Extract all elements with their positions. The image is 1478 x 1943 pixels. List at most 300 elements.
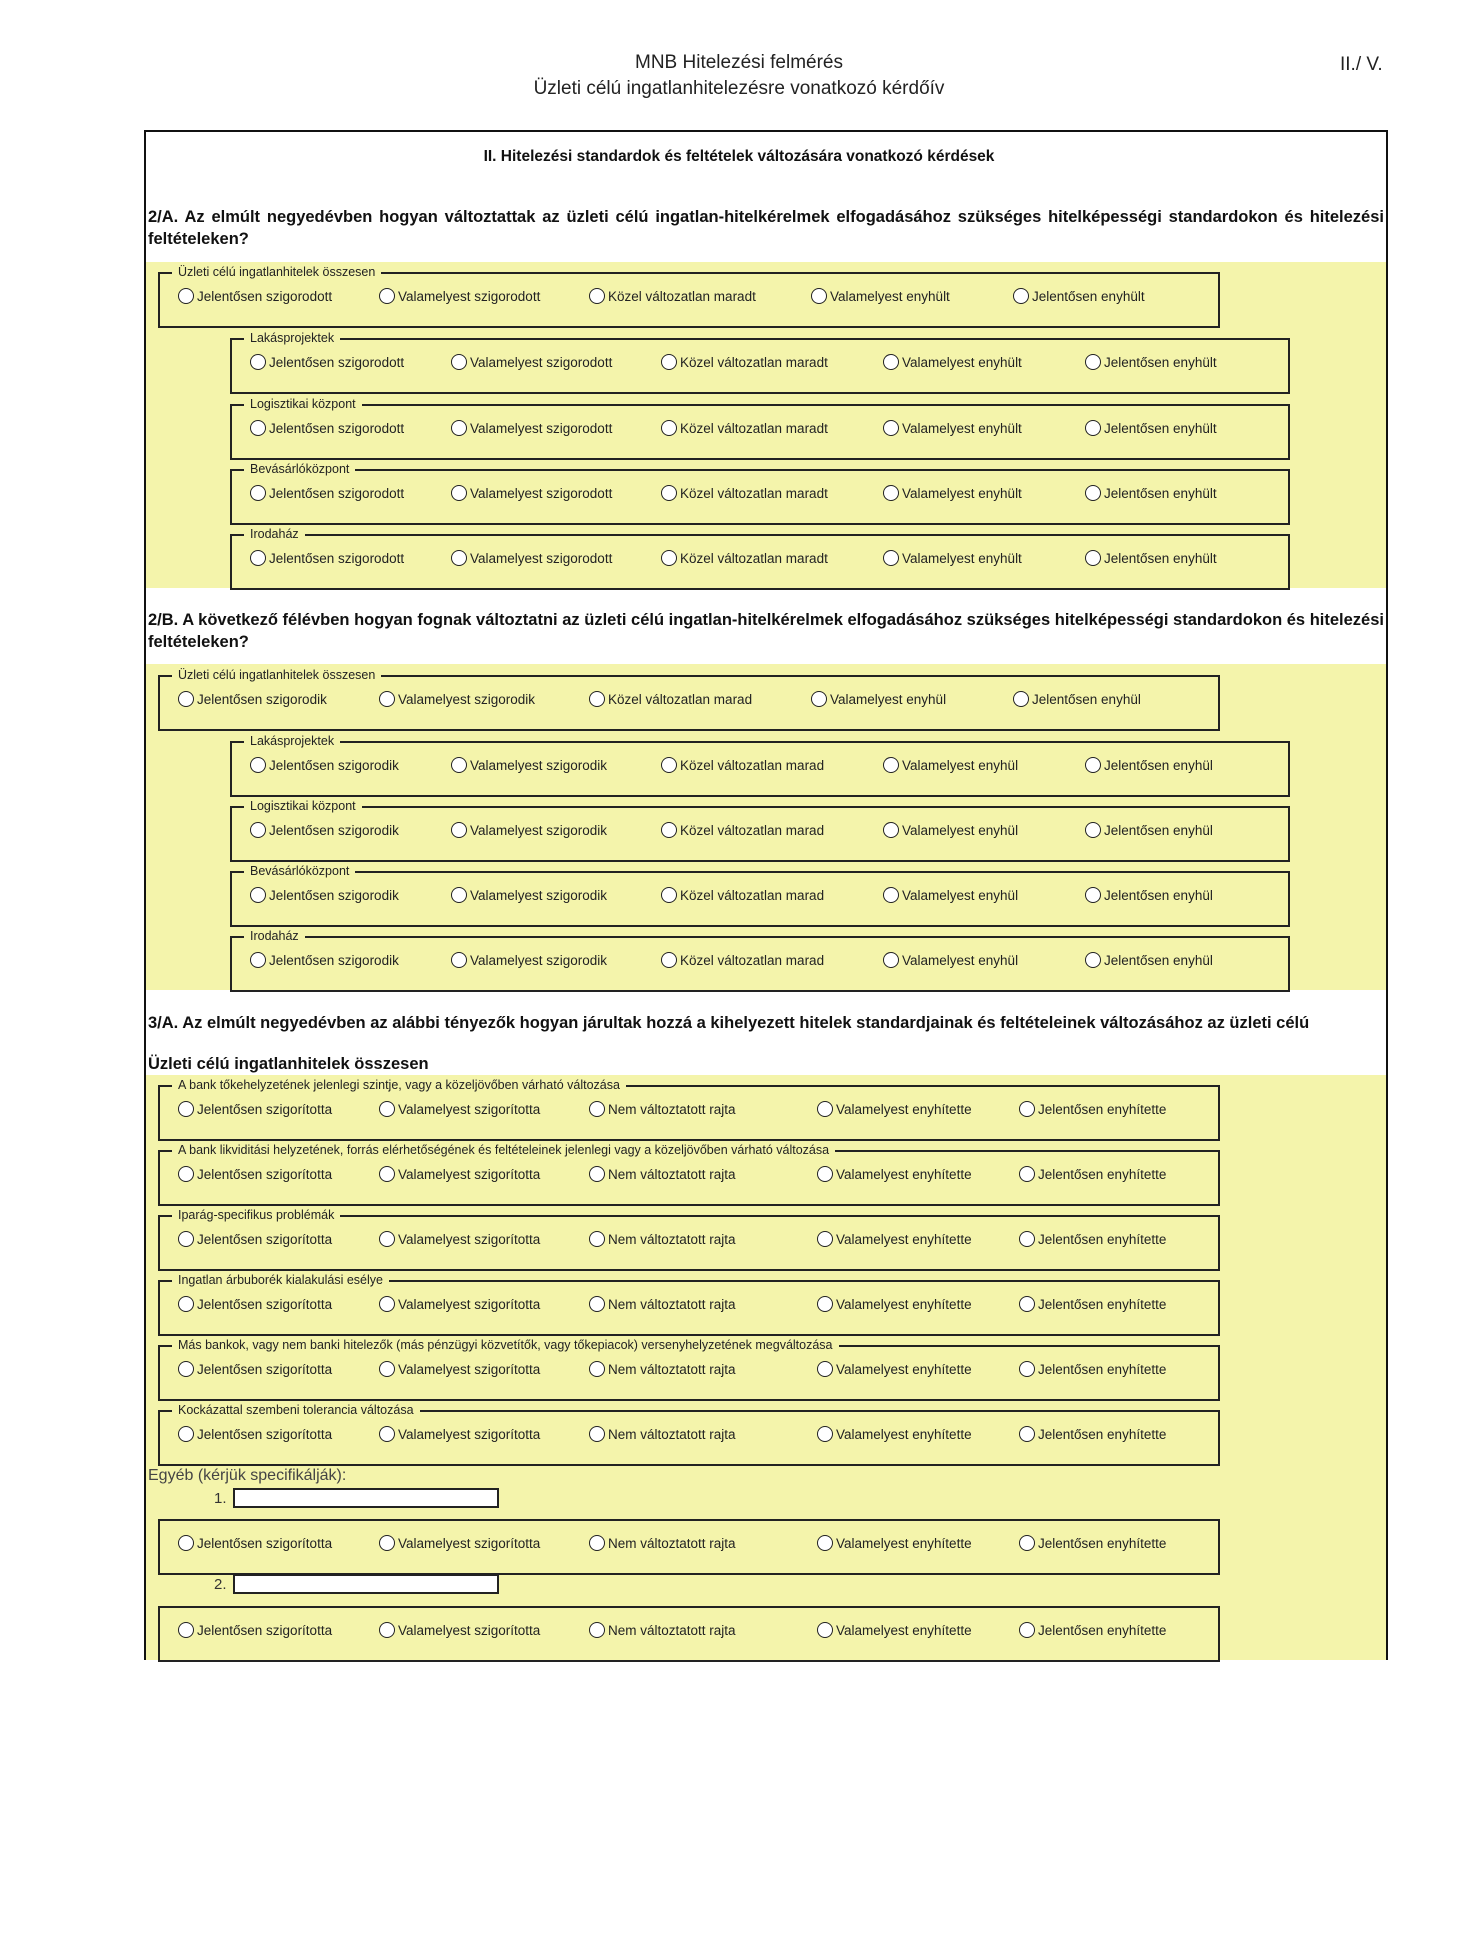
radio-label: Valamelyest szigorította <box>398 1361 541 1377</box>
radio-option[interactable] <box>1085 485 1217 501</box>
radio-label: Jelentősen enyhítette <box>1038 1296 1167 1312</box>
radio-button[interactable] <box>178 1166 194 1182</box>
radio-label: Valamelyest enyhítette <box>836 1622 972 1638</box>
radio-label: Valamelyest szigorodik <box>470 952 608 968</box>
radio-option[interactable] <box>250 757 399 773</box>
radio-button[interactable] <box>817 1426 833 1442</box>
radio-option[interactable] <box>817 1535 972 1551</box>
radio-button[interactable] <box>589 1535 605 1551</box>
radio-option[interactable] <box>250 485 404 501</box>
radio-option[interactable] <box>589 1166 736 1182</box>
radio-label: Valamelyest szigorodott <box>470 485 613 501</box>
radio-option[interactable] <box>178 691 327 707</box>
radio-button[interactable] <box>883 354 899 370</box>
radio-button[interactable] <box>178 1622 194 1638</box>
radio-button[interactable] <box>1019 1166 1035 1182</box>
radio-button[interactable] <box>1085 822 1101 838</box>
radio-option[interactable] <box>661 952 824 968</box>
radio-button[interactable] <box>178 1426 194 1442</box>
radio-option[interactable] <box>883 952 1018 968</box>
radio-option[interactable] <box>379 1535 540 1551</box>
radio-option[interactable] <box>379 691 535 707</box>
radio-label: Valamelyest szigorította <box>398 1622 541 1638</box>
radio-button[interactable] <box>661 952 677 968</box>
radio-button[interactable] <box>379 288 395 304</box>
radio-label: Közel változatlan marad <box>608 691 753 707</box>
radio-option[interactable] <box>589 691 752 707</box>
radio-label: Közel változatlan marad <box>680 887 825 903</box>
radio-option[interactable] <box>451 887 607 903</box>
radio-option[interactable] <box>451 952 607 968</box>
question-3a: 3/A. Az elmúlt negyedévben az alábbi tényezők hogyan járultak hozzá a kihelyezett hitelek standardjainak és feltételeinek változásához az üzleti célú <box>148 1014 1310 1032</box>
radio-option[interactable] <box>451 420 612 436</box>
q2b-group-0 <box>158 668 1220 731</box>
radio-option[interactable] <box>250 550 404 566</box>
radio-option[interactable] <box>1019 1101 1166 1117</box>
radio-option[interactable] <box>589 1426 736 1442</box>
radio-button[interactable] <box>817 1231 833 1247</box>
radio-button[interactable] <box>1085 887 1101 903</box>
radio-button[interactable] <box>883 420 899 436</box>
radio-button[interactable] <box>883 952 899 968</box>
radio-label: Valamelyest szigorította <box>398 1231 541 1247</box>
radio-option[interactable] <box>589 1535 736 1551</box>
radio-button[interactable] <box>451 887 467 903</box>
radio-option[interactable] <box>589 1231 736 1247</box>
radio-button[interactable] <box>817 1296 833 1312</box>
radio-label: Jelentősen szigorította <box>197 1361 333 1377</box>
radio-button[interactable] <box>589 1361 605 1377</box>
other-label: Egyéb (kérjük specifikálják): <box>148 1467 347 1484</box>
radio-option[interactable] <box>661 420 828 436</box>
radio-label: Jelentősen szigorította <box>197 1535 333 1551</box>
radio-button[interactable] <box>883 550 899 566</box>
radio-option[interactable] <box>1019 1622 1166 1638</box>
radio-label: Valamelyest enyhítette <box>836 1101 972 1117</box>
radio-button[interactable] <box>178 288 194 304</box>
radio-option[interactable] <box>883 887 1018 903</box>
radio-button[interactable] <box>379 1622 395 1638</box>
radio-option[interactable] <box>1019 1296 1166 1312</box>
radio-label: Nem változtatott rajta <box>608 1622 736 1638</box>
radio-label: Jelentősen szigorította <box>197 1622 333 1638</box>
radio-button[interactable] <box>1085 757 1101 773</box>
group-legend: Lakásprojektek <box>244 733 340 749</box>
q3a-group-0 <box>158 1078 1220 1141</box>
radio-label: Valamelyest szigorította <box>398 1296 541 1312</box>
radio-button[interactable] <box>661 485 677 501</box>
group-legend: Iparág-specifikus problémák <box>172 1207 340 1223</box>
q2a-group-0 <box>158 265 1220 328</box>
radio-label: Nem változtatott rajta <box>608 1231 736 1247</box>
radio-label: Jelentősen enyhítette <box>1038 1231 1167 1247</box>
group-legend: Logisztikai központ <box>244 396 362 412</box>
group-legend: A bank tőkehelyzetének jelenlegi szintje, vagy a közeljövőben várható változása <box>172 1077 626 1093</box>
radio-button[interactable] <box>589 1231 605 1247</box>
radio-option[interactable] <box>883 485 1022 501</box>
radio-option[interactable] <box>1013 288 1145 304</box>
radio-button[interactable] <box>589 1296 605 1312</box>
radio-option[interactable] <box>1019 1166 1166 1182</box>
radio-option[interactable] <box>661 550 828 566</box>
radio-label: Jelentősen enyhül <box>1104 952 1213 968</box>
radio-option[interactable] <box>178 1166 332 1182</box>
radio-label: Közel változatlan maradt <box>680 354 828 370</box>
radio-button[interactable] <box>1019 1296 1035 1312</box>
radio-option[interactable] <box>883 420 1022 436</box>
radio-label: Jelentősen szigorodik <box>269 757 399 773</box>
group-legend: Kockázattal szembeni tolerancia változása <box>172 1402 420 1418</box>
radio-option[interactable] <box>1085 952 1213 968</box>
radio-option[interactable] <box>661 757 824 773</box>
radio-button[interactable] <box>1085 354 1101 370</box>
radio-label: Közel változatlan maradt <box>680 550 828 566</box>
radio-button[interactable] <box>379 1535 395 1551</box>
radio-button[interactable] <box>817 1622 833 1638</box>
radio-button[interactable] <box>178 1101 194 1117</box>
radio-button[interactable] <box>661 420 677 436</box>
radio-label: Jelentősen szigorodott <box>269 550 405 566</box>
radio-button[interactable] <box>379 1166 395 1182</box>
q2a-group-2 <box>230 397 1290 460</box>
group-legend: Ingatlan árbuborék kialakulási esélye <box>172 1272 389 1288</box>
document-title: MNB Hitelezési felmérés <box>635 52 843 73</box>
radio-label: Valamelyest enyhítette <box>836 1361 972 1377</box>
radio-label: Nem változtatott rajta <box>608 1535 736 1551</box>
radio-label: Valamelyest enyhül <box>902 887 1019 903</box>
radio-option[interactable] <box>817 1101 972 1117</box>
radio-label: Jelentősen szigorodott <box>269 485 405 501</box>
group-legend: Lakásprojektek <box>244 330 340 346</box>
section-title: II. Hitelezési standardok és feltételek változására vonatkozó kérdések <box>483 148 995 165</box>
radio-option[interactable] <box>1085 354 1217 370</box>
radio-option[interactable] <box>250 354 404 370</box>
radio-option[interactable] <box>178 1231 332 1247</box>
radio-option[interactable] <box>589 1361 736 1377</box>
radio-option[interactable] <box>178 1426 332 1442</box>
radio-label: Jelentősen enyhül <box>1104 887 1213 903</box>
radio-label: Közel változatlan maradt <box>608 288 756 304</box>
radio-label: Nem változtatott rajta <box>608 1361 736 1377</box>
radio-option[interactable] <box>817 1296 972 1312</box>
radio-label: Valamelyest enyhült <box>902 354 1022 370</box>
radio-option[interactable] <box>661 354 828 370</box>
radio-button[interactable] <box>1019 1231 1035 1247</box>
radio-button[interactable] <box>250 420 266 436</box>
radio-button[interactable] <box>1085 485 1101 501</box>
radio-button[interactable] <box>250 822 266 838</box>
radio-label: Jelentősen enyhül <box>1032 691 1141 707</box>
radio-label: Nem változtatott rajta <box>608 1296 736 1312</box>
radio-label: Valamelyest enyhítette <box>836 1166 972 1182</box>
radio-label: Jelentősen szigorodik <box>269 887 399 903</box>
radio-option[interactable] <box>1085 887 1213 903</box>
q3a-other-group-2 <box>158 1606 1220 1662</box>
radio-label: Jelentősen enyhül <box>1104 757 1213 773</box>
radio-option[interactable] <box>817 1231 972 1247</box>
q3a-group-5 <box>158 1403 1220 1466</box>
radio-option[interactable] <box>379 1166 540 1182</box>
radio-button[interactable] <box>379 1101 395 1117</box>
radio-option[interactable] <box>817 1622 972 1638</box>
radio-button[interactable] <box>1085 952 1101 968</box>
radio-button[interactable] <box>178 1535 194 1551</box>
radio-option[interactable] <box>661 485 828 501</box>
radio-button[interactable] <box>451 550 467 566</box>
radio-label: Valamelyest szigorodik <box>470 822 608 838</box>
radio-button[interactable] <box>250 354 266 370</box>
radio-option[interactable] <box>589 1622 736 1638</box>
radio-option[interactable] <box>883 822 1018 838</box>
radio-option[interactable] <box>178 1101 332 1117</box>
group-legend: A bank likviditási helyzetének, forrás elérhetőségének és feltételeinek jelenlegi vagy a közeljövőben várható változása <box>172 1142 835 1158</box>
q2a-group-1 <box>230 331 1290 394</box>
radio-button[interactable] <box>250 952 266 968</box>
radio-button[interactable] <box>589 1426 605 1442</box>
radio-option[interactable] <box>1085 757 1213 773</box>
radio-label: Valamelyest szigorította <box>398 1166 541 1182</box>
radio-button[interactable] <box>1085 420 1101 436</box>
radio-button[interactable] <box>1019 1426 1035 1442</box>
radio-option[interactable] <box>589 1296 736 1312</box>
radio-label: Közel változatlan maradt <box>680 420 828 436</box>
radio-label: Valamelyest enyhítette <box>836 1535 972 1551</box>
radio-button[interactable] <box>178 691 194 707</box>
radio-button[interactable] <box>250 887 266 903</box>
group-legend: Üzleti célú ingatlanhitelek összesen <box>172 667 381 683</box>
radio-option[interactable] <box>379 1361 540 1377</box>
radio-option[interactable] <box>1085 822 1213 838</box>
radio-label: Valamelyest szigorította <box>398 1535 541 1551</box>
radio-button[interactable] <box>661 354 677 370</box>
radio-button[interactable] <box>661 822 677 838</box>
radio-label: Valamelyest enyhült <box>902 485 1022 501</box>
radio-option[interactable] <box>178 1535 332 1551</box>
q3a-group-2 <box>158 1208 1220 1271</box>
radio-button[interactable] <box>1019 1361 1035 1377</box>
radio-label: Nem változtatott rajta <box>608 1166 736 1182</box>
radio-button[interactable] <box>178 1231 194 1247</box>
radio-option[interactable] <box>379 1426 540 1442</box>
radio-button[interactable] <box>379 1231 395 1247</box>
q3a-other-group-1 <box>158 1519 1220 1575</box>
radio-label: Jelentősen szigorodott <box>269 354 405 370</box>
radio-option[interactable] <box>661 887 824 903</box>
q3a-subtitle: Üzleti célú ingatlanhitelek összesen <box>148 1055 429 1073</box>
radio-label: Jelentősen szigorította <box>197 1231 333 1247</box>
radio-label: Valamelyest enyhítette <box>836 1426 972 1442</box>
radio-button[interactable] <box>661 550 677 566</box>
radio-label: Valamelyest szigorodott <box>398 288 541 304</box>
radio-button[interactable] <box>1013 288 1029 304</box>
radio-label: Jelentősen szigorította <box>197 1426 333 1442</box>
radio-option[interactable] <box>883 354 1022 370</box>
radio-label: Közel változatlan marad <box>680 822 825 838</box>
radio-option[interactable] <box>1019 1426 1166 1442</box>
radio-option[interactable] <box>379 288 540 304</box>
q2a-group-4 <box>230 527 1290 590</box>
radio-option[interactable] <box>451 354 612 370</box>
radio-option[interactable] <box>451 757 607 773</box>
radio-button[interactable] <box>1085 550 1101 566</box>
q3a-group-1 <box>158 1143 1220 1206</box>
radio-label: Jelentősen szigorította <box>197 1296 333 1312</box>
radio-button[interactable] <box>451 952 467 968</box>
radio-button[interactable] <box>250 550 266 566</box>
radio-option[interactable] <box>250 420 404 436</box>
radio-label: Jelentősen enyhült <box>1104 550 1217 566</box>
radio-option[interactable] <box>178 1361 332 1377</box>
radio-option[interactable] <box>589 1101 736 1117</box>
radio-option[interactable] <box>178 1622 332 1638</box>
q2a-group-3 <box>230 462 1290 525</box>
radio-button[interactable] <box>178 1361 194 1377</box>
radio-button[interactable] <box>883 757 899 773</box>
radio-label: Jelentősen enyhítette <box>1038 1361 1167 1377</box>
radio-button[interactable] <box>589 691 605 707</box>
radio-label: Valamelyest enyhült <box>830 288 950 304</box>
radio-button[interactable] <box>589 288 605 304</box>
radio-option[interactable] <box>817 1361 972 1377</box>
radio-option[interactable] <box>817 1166 972 1182</box>
radio-button[interactable] <box>817 1166 833 1182</box>
radio-button[interactable] <box>451 485 467 501</box>
radio-option[interactable] <box>1019 1535 1166 1551</box>
q2b-group-1 <box>230 734 1290 797</box>
radio-button[interactable] <box>379 691 395 707</box>
radio-label: Jelentősen enyhítette <box>1038 1101 1167 1117</box>
radio-button[interactable] <box>883 485 899 501</box>
group-legend: Logisztikai központ <box>244 798 362 814</box>
radio-option[interactable] <box>379 1296 540 1312</box>
q3a-group-3 <box>158 1273 1220 1336</box>
radio-button[interactable] <box>589 1101 605 1117</box>
radio-button[interactable] <box>379 1361 395 1377</box>
radio-button[interactable] <box>1019 1101 1035 1117</box>
radio-button[interactable] <box>817 1535 833 1551</box>
radio-label: Jelentősen enyhítette <box>1038 1622 1167 1638</box>
radio-option[interactable] <box>811 288 950 304</box>
q2b-group-4 <box>230 929 1290 992</box>
radio-option[interactable] <box>1019 1361 1166 1377</box>
radio-button[interactable] <box>1019 1622 1035 1638</box>
radio-button[interactable] <box>451 354 467 370</box>
radio-option[interactable] <box>661 822 824 838</box>
radio-label: Valamelyest enyhítette <box>836 1231 972 1247</box>
radio-option[interactable] <box>250 952 399 968</box>
radio-option[interactable] <box>250 822 399 838</box>
radio-button[interactable] <box>178 1296 194 1312</box>
radio-label: Valamelyest szigorodik <box>470 887 608 903</box>
q3a-group-4 <box>158 1338 1220 1401</box>
radio-button[interactable] <box>817 1101 833 1117</box>
radio-button[interactable] <box>451 757 467 773</box>
radio-option[interactable] <box>250 887 399 903</box>
radio-label: Jelentősen szigorodott <box>269 420 405 436</box>
radio-option[interactable] <box>178 288 332 304</box>
radio-option[interactable] <box>589 288 756 304</box>
radio-label: Jelentősen enyhült <box>1104 485 1217 501</box>
radio-option[interactable] <box>883 757 1018 773</box>
radio-button[interactable] <box>451 420 467 436</box>
radio-label: Jelentősen szigorodik <box>197 691 327 707</box>
radio-label: Jelentősen enyhítette <box>1038 1535 1167 1551</box>
radio-label: Nem változtatott rajta <box>608 1101 736 1117</box>
radio-button[interactable] <box>250 485 266 501</box>
radio-option[interactable] <box>379 1101 540 1117</box>
radio-label: Nem változtatott rajta <box>608 1426 736 1442</box>
radio-option[interactable] <box>817 1426 972 1442</box>
radio-label: Valamelyest enyhül <box>830 691 947 707</box>
group-legend: Más bankok, vagy nem banki hitelezők (más pénzügyi közvetítők, vagy tőkepiacok) versenyhelyzetének megváltozása <box>172 1337 839 1353</box>
radio-button[interactable] <box>589 1166 605 1182</box>
radio-option[interactable] <box>379 1231 540 1247</box>
radio-label: Valamelyest enyhült <box>902 550 1022 566</box>
radio-label: Valamelyest szigorodott <box>470 354 613 370</box>
radio-option[interactable] <box>178 1296 332 1312</box>
other-input-2[interactable] <box>233 1574 499 1594</box>
radio-label: Valamelyest szigorodik <box>470 757 608 773</box>
radio-option[interactable] <box>451 550 612 566</box>
radio-label: Jelentősen szigorodik <box>269 822 399 838</box>
radio-label: Jelentősen enyhült <box>1104 420 1217 436</box>
q2b-group-2 <box>230 799 1290 862</box>
radio-button[interactable] <box>661 757 677 773</box>
question-2a: 2/A. Az elmúlt negyedévben hogyan változtattak az üzleti célú ingatlan-hitelkérelmek elfogadásához szükséges hitelképességi standardokon és hitelezési feltételeken? <box>148 208 1384 248</box>
radio-button[interactable] <box>811 691 827 707</box>
page-reference: II./ V. <box>1340 54 1383 75</box>
radio-button[interactable] <box>1019 1535 1035 1551</box>
radio-label: Valamelyest enyhül <box>902 757 1019 773</box>
radio-button[interactable] <box>883 822 899 838</box>
radio-option[interactable] <box>883 550 1022 566</box>
radio-button[interactable] <box>451 822 467 838</box>
radio-option[interactable] <box>1019 1231 1166 1247</box>
radio-label: Valamelyest szigorodott <box>470 420 613 436</box>
radio-button[interactable] <box>589 1622 605 1638</box>
radio-option[interactable] <box>379 1622 540 1638</box>
radio-option[interactable] <box>811 691 946 707</box>
other-input-1[interactable] <box>233 1488 499 1508</box>
radio-button[interactable] <box>817 1361 833 1377</box>
radio-button[interactable] <box>379 1296 395 1312</box>
radio-label: Valamelyest enyhül <box>902 952 1019 968</box>
radio-button[interactable] <box>250 757 266 773</box>
radio-button[interactable] <box>661 887 677 903</box>
radio-button[interactable] <box>1013 691 1029 707</box>
radio-label: Valamelyest szigorodik <box>398 691 536 707</box>
radio-label: Közel változatlan marad <box>680 757 825 773</box>
radio-button[interactable] <box>883 887 899 903</box>
radio-button[interactable] <box>811 288 827 304</box>
radio-option[interactable] <box>451 822 607 838</box>
q2b-group-3 <box>230 864 1290 927</box>
radio-label: Jelentősen enyhítette <box>1038 1166 1167 1182</box>
radio-button[interactable] <box>379 1426 395 1442</box>
radio-label: Valamelyest enyhítette <box>836 1296 972 1312</box>
radio-option[interactable] <box>1085 550 1217 566</box>
document-subtitle: Üzleti célú ingatlanhitelezésre vonatkozó kérdőív <box>533 78 945 99</box>
radio-option[interactable] <box>1085 420 1217 436</box>
radio-label: Jelentősen szigorította <box>197 1166 333 1182</box>
radio-label: Közel változatlan marad <box>680 952 825 968</box>
group-legend: Bevásárlóközpont <box>244 461 355 477</box>
radio-option[interactable] <box>1013 691 1141 707</box>
other-number-1: 1. <box>214 1490 227 1507</box>
other-number-2: 2. <box>214 1576 227 1593</box>
radio-option[interactable] <box>451 485 612 501</box>
radio-label: Jelentősen enyhült <box>1104 354 1217 370</box>
